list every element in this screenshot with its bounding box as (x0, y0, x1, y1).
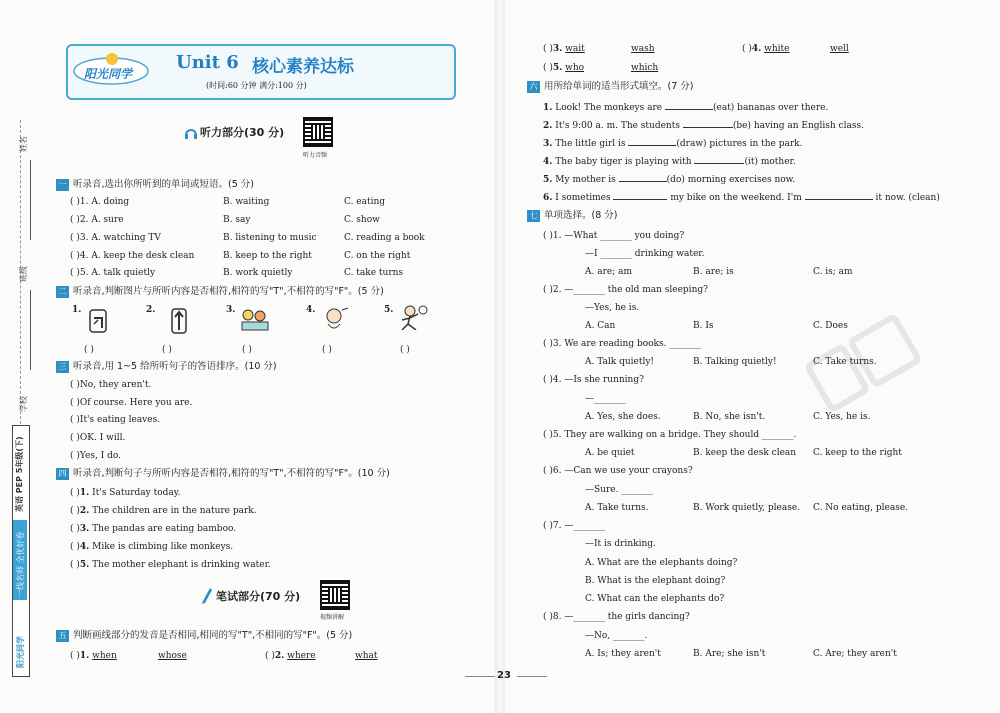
s5-row-5: ( )5. who which (543, 63, 659, 73)
left-page (0, 0, 495, 713)
s3-row-3: ( )It's eating leaves. (70, 415, 161, 425)
writing-qr-caption: 视频讲解 (320, 614, 345, 621)
s7-q7: ( )7. —_______ (543, 521, 605, 531)
s7-q7-option-c: C. What can the elephants do? (585, 594, 725, 604)
page-number: 23 (497, 670, 511, 681)
answer-blank[interactable] (613, 190, 667, 200)
s7-q1-line2: —I _______ drinking water. (585, 249, 705, 259)
name-label: 姓名 (19, 136, 28, 152)
section-2-title: 二 听录音,判断图片与所听内容是否相符,相符的写"T",不相符的写"F"。(5 分) (56, 285, 384, 298)
writing-qr-icon[interactable] (320, 580, 350, 610)
headphones-icon (184, 125, 198, 144)
page-number-rule-right (517, 676, 547, 677)
series-label: 一线名师 全优好卷 (16, 531, 25, 598)
s6-row-4: 4. The baby tiger is playing with (it) mother. (543, 154, 796, 168)
s6-row-6: 6. I sometimes my bike on the weekend. I'm it now. (clean) (543, 190, 940, 204)
s1-row-3: ( )3. A. watching TV B. listening to music C. reading a book (70, 233, 425, 243)
listening-qr-caption: 听力音频 (303, 152, 328, 159)
s5-row-2: ( )2. where what (265, 651, 378, 661)
class-line (30, 290, 31, 370)
s6-row-1: 1. Look! The monkeys are (eat) bananas over there. (543, 100, 828, 114)
s5-row-4: ( )4. white well (742, 44, 849, 54)
s3-row-1: ( )No, they aren't. (70, 380, 152, 390)
s1-row-5: ( )5. A. talk quietly B. work quietly C. take turns (70, 268, 404, 278)
pic-5-answer: ( ) (400, 345, 410, 355)
pic-3-answer: ( ) (242, 345, 252, 355)
listening-qr-icon[interactable] (303, 117, 333, 147)
pic-1-number: 1. (72, 305, 82, 315)
s7-q6-options: A. Take turns. B. Work quietly, please. C. No eating, please. (585, 503, 909, 513)
section-6-title: 六 用所给单词的适当形式填空。(7 分) (527, 80, 693, 93)
s6-row-3: 3. The little girl is (draw) pictures in the park. (543, 136, 803, 150)
s7-q4-options: A. Yes, she does. B. No, she isn't. C. Yes, he is. (585, 412, 871, 422)
s3-row-2: ( )Of course. Here you are. (70, 398, 193, 408)
listening-title: 听力部分(30 分) (200, 126, 285, 139)
subtitle: (时间:60 分钟 满分:100 分) (206, 81, 307, 90)
pen-icon (201, 587, 213, 609)
s4-row-2: ( )2. The children are in the nature park. (70, 506, 257, 516)
class-label: 班级 (19, 266, 28, 282)
section-7-title: 七 单项选择。(8 分) (527, 209, 617, 222)
right-page (497, 0, 1000, 713)
logo (72, 52, 150, 86)
s4-row-5: ( )5. The mother elephant is drinking water. (70, 560, 271, 570)
pic-2-number: 2. (146, 305, 156, 315)
answer-blank[interactable] (805, 190, 873, 200)
s7-q6: ( )6. —Can we use your crayons? (543, 466, 693, 476)
pic-3-children-icon (238, 306, 270, 332)
answer-blank[interactable] (628, 136, 676, 146)
s7-q5: ( )5. They are walking on a bridge. They should _______. (543, 430, 797, 440)
unit-label: Unit 6 (176, 52, 239, 73)
answer-blank[interactable] (694, 154, 744, 164)
s7-q2-options: A. Can B. Is C. Does (585, 321, 848, 331)
section-3-title: 三 听录音,用 1~5 给所听句子的答语排序。(10 分) (56, 360, 277, 373)
s3-row-4: ( )OK. I will. (70, 433, 126, 443)
s4-row-3: ( )3. The pandas are eating bamboo. (70, 524, 237, 534)
page-title: 核心素养达标 (252, 57, 354, 77)
s7-q4: ( )4. —Is she running? (543, 375, 644, 385)
school-label: 学校 (19, 396, 28, 412)
s7-q8-line2: —No, _______. (585, 631, 648, 641)
pic-1-sign-icon (84, 308, 116, 334)
side-brand: 阳光同学 (16, 636, 25, 668)
s1-row-1: ( )1. A. doing B. waiting C. eating (70, 197, 386, 207)
s4-row-4: ( )4. Mike is climbing like monkeys. (70, 542, 234, 552)
answer-blank[interactable] (683, 118, 733, 128)
answer-blank[interactable] (619, 172, 667, 182)
pic-2-arrow-sign-icon (164, 308, 196, 334)
writing-title: 笔试部分(70 分) (216, 590, 301, 603)
s1-row-2: ( )2. A. sure B. say C. show (70, 215, 380, 225)
s4-row-1: ( )1. It's Saturday today. (70, 488, 181, 498)
s7-q6-line2: —Sure. _______ (585, 485, 653, 495)
pic-5-number: 5. (384, 305, 394, 315)
pic-2-answer: ( ) (162, 345, 172, 355)
s7-q1: ( )1. —What _______ you doing? (543, 231, 685, 241)
s7-q2: ( )2. —_______ the old man sleeping? (543, 285, 708, 295)
s7-q8-options: A. Is; they aren't B. Are; she isn't C. Are; they aren't (585, 649, 897, 659)
answer-blank[interactable] (665, 100, 713, 110)
s3-row-5: ( )Yes, I do. (70, 451, 122, 461)
page-gutter (495, 0, 505, 713)
pic-1-answer: ( ) (84, 345, 94, 355)
s7-q4-line2: —_______ (585, 394, 626, 404)
s7-q2-line2: —Yes, he is. (585, 303, 640, 313)
name-line (30, 160, 31, 240)
s7-q3: ( )3. We are reading books. _______ (543, 339, 701, 349)
s7-q7-option-b: B. What is the elephant doing? (585, 576, 726, 586)
logo-text: 阳光同学 (84, 67, 133, 81)
s6-row-5: 5. My mother is (do) morning exercises now. (543, 172, 795, 186)
s5-row-3: ( )3. wait wash (543, 44, 655, 54)
pic-3-number: 3. (226, 305, 236, 315)
s7-q5-options: A. be quiet B. keep the desk clean C. keep to the right (585, 448, 902, 458)
section-5-title: 五 判断画线部分的发音是否相同,相同的写"T",不相同的写"F"。(5 分) (56, 629, 352, 642)
page-number-rule-left (465, 676, 495, 677)
s5-row-1: ( )1. when whose (70, 651, 187, 661)
section-1-title: 一 听录音,选出你所听到的单词或短语。(5 分) (56, 178, 254, 191)
s7-q1-options: A. are; am B. are; is C. is; am (585, 267, 853, 277)
s7-q3-options: A. Talk quietly! B. Talking quietly! C. Take turns. (585, 357, 877, 367)
pic-4-answer: ( ) (322, 345, 332, 355)
s7-q7-line2: —It is drinking. (585, 539, 656, 549)
s1-row-4: ( )4. A. keep the desk clean B. keep to the right C. on the right (70, 251, 411, 261)
section-4-title: 四 听录音,判断句子与所听内容是否相符,相符的写"T",不相符的写"F"。(10 分) (56, 467, 390, 480)
pic-5-running-girl-icon (396, 304, 428, 330)
s7-q7-option-a: A. What are the elephants doing? (585, 558, 738, 568)
pic-4-girl-icon (320, 306, 352, 332)
s6-row-2: 2. It's 9:00 a. m. The students (be) having an English class. (543, 118, 864, 132)
pic-4-number: 4. (306, 305, 316, 315)
s7-q8: ( )8. —_______ the girls dancing? (543, 612, 690, 622)
book-label: 英语 PEP 5年级(下) (15, 436, 24, 512)
